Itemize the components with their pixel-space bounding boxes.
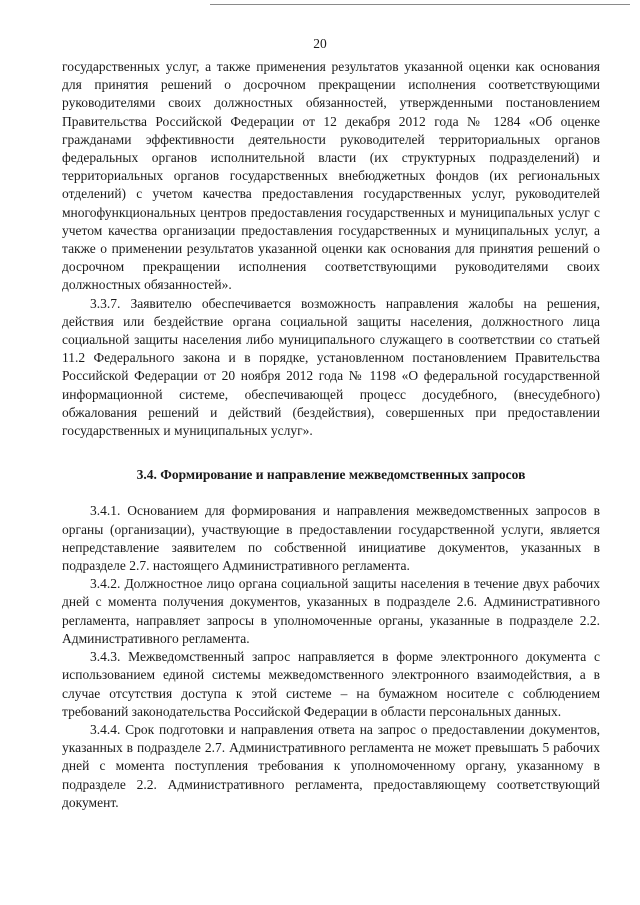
document-body [62, 58, 600, 812]
paragraph-3-4-2: 3.4.2. Должностное лицо органа социальной защиты населения в течение двух рабочих дней с момента получения документов, указанных в подразделе 2.6. Административного регламента, направляет запросы в уполномоченные органы, указанные в подразделе 2.2. Административного регламента. [62, 576, 600, 646]
paragraph-3-3-7: 3.3.7. Заявителю обеспечивается возможность направления жалобы на решения, действия или бездействие органа социальной защиты населения, должностного лица социальной защиты населения либо муниципального служащего в соответствии со статьей 11.2 Федерального закона и в порядке, установленном постановлением Правительства Российской Федерации от 20 ноября 2012 года № 1198 «О федеральной государственной информационной системе, обеспечивающей процесс досудебного, (внесудебного) обжалования решений и действий (бездействия), совершенных при предоставлении государственных и муниципальных услуг». [62, 295, 600, 439]
scan-edge-line [210, 4, 630, 5]
paragraph-3-4-4: 3.4.4. Срок подготовки и направления ответа на запрос о предоставлении документов, указанных в подразделе 2.7. Административного регламента не может превышать 5 рабочих дней с момента поступления требования к уполномоченному органу, указанному в подразделе 2.2. Административного регламента, предоставляющему соответствующий документ. [62, 721, 600, 810]
paragraph-continued: государственных услуг, а также применения результатов указанной оценки как основания для принятия решений о досрочном прекращении исполнения соответствующими руководителями своих должностных обязанностей, утвержденными постановлением Правительства Российской Федерации от 12 декабря 2012 года № 1284 «Об оценке гражданами эффективности деятельности руководителей территориальных органов федеральных органов исполнительной власти (их структурных подразделений) и территориальных органов государственных внебюджетных фондов (их региональных отделений) с учетом качества предоставления государственных услуг, руководителей многофункциональных центров предоставления государственных и муниципальных услуг с учетом качества организации предоставления государственных и муниципальных услуг, а также о применении результатов указанной оценки как основания для принятия решений о досрочном прекращении исполнения соответствующими руководителями своих должностных обязанностей». [62, 59, 600, 293]
paragraph-3-4-1: 3.4.1. Основанием для формирования и направления межведомственных запросов в органы (организации), участвующие в предоставлении государственной услуги, является непредставление заявителем по собственной инициативе документов, указанных в подразделе 2.7. настоящего Административного регламента. [62, 503, 600, 574]
paragraph-3-4-3: 3.4.3. Межведомственный запрос направляется в форме электронного документа с использованием единой системы межведомственного электронного взаимодействия, а в случае отсутствия доступа к этой системе – на бумажном носителе с соблюдением требований законодательства Российской Федерации в области персональных данных. [62, 649, 600, 719]
page-number: 20 [313, 36, 327, 51]
section-heading: 3.4. Формирование и направление межведомственных запросов [136, 467, 526, 483]
